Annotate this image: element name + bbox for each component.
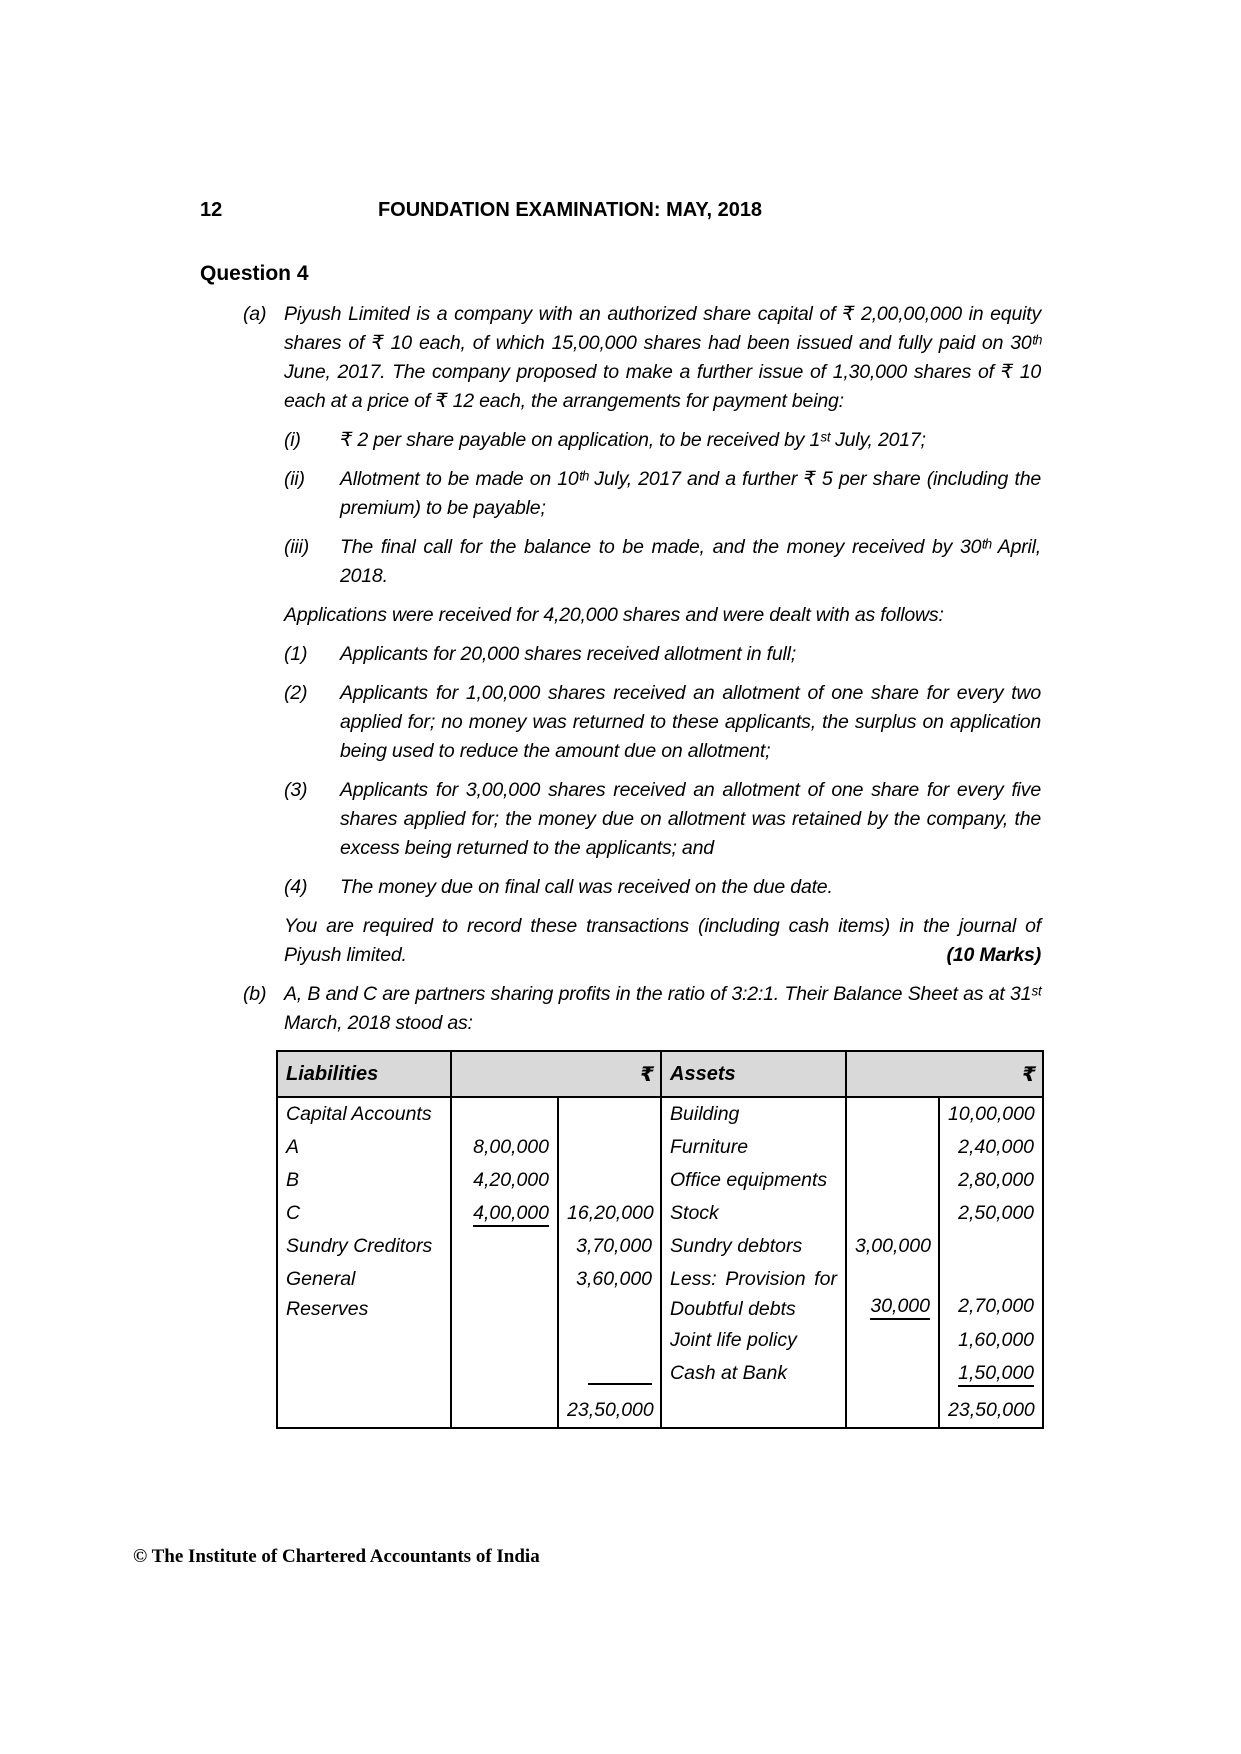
- bs-amount-cell: [451, 1263, 558, 1324]
- balance-sheet-row: [277, 1357, 1043, 1394]
- case-text: Applicants for 1,00,000 shares received an allotment of one share for every two applied for; no money was returned to these applicants, the surplus on application being used to reduce the amount due on allotment;: [340, 682, 1041, 762]
- header-title: FOUNDATION EXAMINATION: MAY, 2018: [377, 199, 763, 221]
- underlined-amount: 4,00,000: [473, 1202, 549, 1227]
- underlined-amount: 30,000: [870, 1295, 930, 1320]
- balance-sheet-table: [276, 1050, 1044, 1429]
- bs-amount-cell: 23,50,000: [939, 1394, 1043, 1428]
- part-b-intro: A, B and C are partners sharing profits in the ratio of 3:2:1. Their Balance Sheet as at 31ˢᵗ March, 2018 stood as:: [284, 983, 1041, 1034]
- case-label: (3): [284, 779, 308, 801]
- bs-amount-cell: 3,60,000: [558, 1263, 661, 1324]
- bs-header-assets: Assets: [661, 1051, 846, 1097]
- term-item-ii: [200, 465, 1041, 523]
- part-a-label: (a): [243, 303, 267, 325]
- bs-item-cell: Office equipments: [661, 1164, 846, 1197]
- term-label: (iii): [284, 536, 309, 558]
- bs-amount-cell: 4,20,000: [451, 1164, 558, 1197]
- bs-amount-cell: 23,50,000: [558, 1394, 661, 1428]
- bs-item-cell: [277, 1394, 451, 1428]
- bs-item-cell: [277, 1324, 451, 1357]
- bs-item-cell: Furniture: [661, 1131, 846, 1164]
- term-text: Allotment to be made on 10ᵗʰ July, 2017 and a further ₹ 5 per share (including the premium) to be payable;: [340, 468, 1041, 519]
- bs-amount-cell: 2,80,000: [939, 1164, 1043, 1197]
- case-label: (4): [284, 876, 308, 898]
- balance-sheet-row: [277, 1164, 1043, 1197]
- bs-amount-cell: [451, 1197, 558, 1230]
- balance-sheet-row: [277, 1230, 1043, 1263]
- part-b-label: (b): [243, 983, 267, 1005]
- bs-item-cell: [661, 1394, 846, 1428]
- bs-amount-cell: [939, 1357, 1043, 1394]
- total-rule: [588, 1358, 652, 1385]
- bs-amount-cell: 3,00,000: [846, 1230, 939, 1263]
- term-item-iii: [200, 533, 1041, 591]
- bs-header-rupee-liabilities: ₹: [451, 1051, 661, 1097]
- bs-item-cell: Sundry Creditors: [286, 1235, 433, 1257]
- bs-amount-cell: [451, 1357, 558, 1394]
- bs-item-cell: Capital Accounts: [286, 1103, 432, 1125]
- case-item-3: [200, 776, 1041, 863]
- term-label: (ii): [284, 468, 305, 490]
- bs-item-cell: Less: Provision for Doubtful debts: [661, 1263, 846, 1324]
- requirement-text: You are required to record these transactions (including cash items) in the journal of Piyush limited.: [284, 915, 1041, 966]
- marks-badge: (10 Marks): [946, 944, 1041, 966]
- case-item-4: [200, 873, 1041, 902]
- bs-amount-cell: [846, 1394, 939, 1428]
- bs-item-cell: [277, 1357, 451, 1394]
- underlined-amount: 1,50,000: [958, 1362, 1034, 1387]
- page-content: [200, 0, 1041, 1429]
- bs-amount-cell: [558, 1357, 661, 1394]
- balance-sheet-row: [277, 1263, 1043, 1324]
- case-item-1: [200, 640, 1041, 669]
- bs-amount-cell: 3,70,000: [558, 1230, 661, 1263]
- bs-amount-cell: 1,60,000: [939, 1324, 1043, 1357]
- bs-amount-cell: [451, 1324, 558, 1357]
- bs-amount-cell: [846, 1263, 939, 1324]
- term-item-i: [200, 426, 1041, 455]
- bs-item-cell: B: [286, 1169, 300, 1191]
- footer-copyright: © The Institute of Chartered Accountants of India: [133, 1546, 540, 1567]
- bs-amount-cell: 2,70,000: [939, 1263, 1043, 1324]
- page-header: [200, 196, 940, 225]
- bs-header-liabilities: Liabilities: [277, 1051, 451, 1097]
- case-item-2: [200, 679, 1041, 766]
- bs-item-cell: Joint life policy: [661, 1324, 846, 1357]
- bs-item-cell: A: [286, 1136, 300, 1158]
- balance-sheet-row: [277, 1097, 1043, 1131]
- bs-amount-cell: [451, 1097, 558, 1131]
- part-a: [200, 300, 1041, 416]
- bs-item-cell: Cash at Bank: [661, 1357, 846, 1394]
- balance-sheet-row: [277, 1394, 1043, 1428]
- part-b: [200, 980, 1041, 1038]
- page-number: 12: [200, 199, 223, 221]
- bs-amount-cell: 8,00,000: [451, 1131, 558, 1164]
- bs-amount-cell: [846, 1131, 939, 1164]
- bs-amount-cell: [558, 1131, 661, 1164]
- requirement-paragraph: [284, 912, 1041, 970]
- case-label: (2): [284, 682, 308, 704]
- balance-sheet-row: [277, 1131, 1043, 1164]
- case-label: (1): [284, 643, 308, 665]
- case-text: Applicants for 3,00,000 shares received an allotment of one share for every five shares applied for; the money due on allotment was retained by the company, the excess being returned to the applicants; and: [340, 779, 1041, 859]
- bs-item-cell: Stock: [661, 1197, 846, 1230]
- bs-amount-cell: [846, 1097, 939, 1131]
- bs-amount-cell: [558, 1097, 661, 1131]
- bs-amount-cell: [451, 1394, 558, 1428]
- bs-item-cell: Building: [661, 1097, 846, 1131]
- bs-amount-cell: 10,00,000: [939, 1097, 1043, 1131]
- balance-sheet-row: [277, 1324, 1043, 1357]
- part-a-intro: Piyush Limited is a company with an authorized share capital of ₹ 2,00,00,000 in equity shares of ₹ 10 each, of which 15,00,000 shares had been issued and fully paid on 30ᵗʰ June, 2017. The company proposed to make a further issue of 1,30,000 shares of ₹ 10 each at a price of ₹ 12 each, the arrangements for payment being:: [284, 303, 1041, 412]
- term-text: ₹ 2 per share payable on application, to be received by 1ˢᵗ July, 2017;: [340, 429, 926, 451]
- bs-header-rupee-assets: ₹: [846, 1051, 1043, 1097]
- bs-amount-cell: [846, 1357, 939, 1394]
- balance-sheet-header-row: [277, 1051, 1043, 1097]
- bs-amount-cell: 2,50,000: [939, 1197, 1043, 1230]
- case-text: The money due on final call was received on the due date.: [340, 876, 833, 898]
- case-text: Applicants for 20,000 shares received allotment in full;: [340, 643, 796, 665]
- balance-sheet-body: [277, 1097, 1043, 1428]
- bs-amount-cell: 2,40,000: [939, 1131, 1043, 1164]
- bs-amount-cell: [558, 1164, 661, 1197]
- applications-note: Applications were received for 4,20,000 shares and were dealt with as follows:: [284, 604, 944, 626]
- bs-item-cell: C: [286, 1202, 301, 1224]
- bs-amount-cell: [451, 1230, 558, 1263]
- term-text: The final call for the balance to be made, and the money received by 30ᵗʰ April, 2018.: [340, 536, 1041, 587]
- bs-amount-cell: [846, 1164, 939, 1197]
- bs-item-cell: General Reserves: [286, 1268, 369, 1320]
- balance-sheet-row: [277, 1197, 1043, 1230]
- bs-amount-cell: [558, 1324, 661, 1357]
- bs-amount-cell: 16,20,000: [558, 1197, 661, 1230]
- bs-amount-cell: [846, 1324, 939, 1357]
- question-heading: Question 4: [200, 262, 309, 285]
- bs-item-cell: Sundry debtors: [661, 1230, 846, 1263]
- bs-amount-cell: [939, 1230, 1043, 1263]
- term-label: (i): [284, 429, 301, 451]
- bs-amount-cell: [846, 1197, 939, 1230]
